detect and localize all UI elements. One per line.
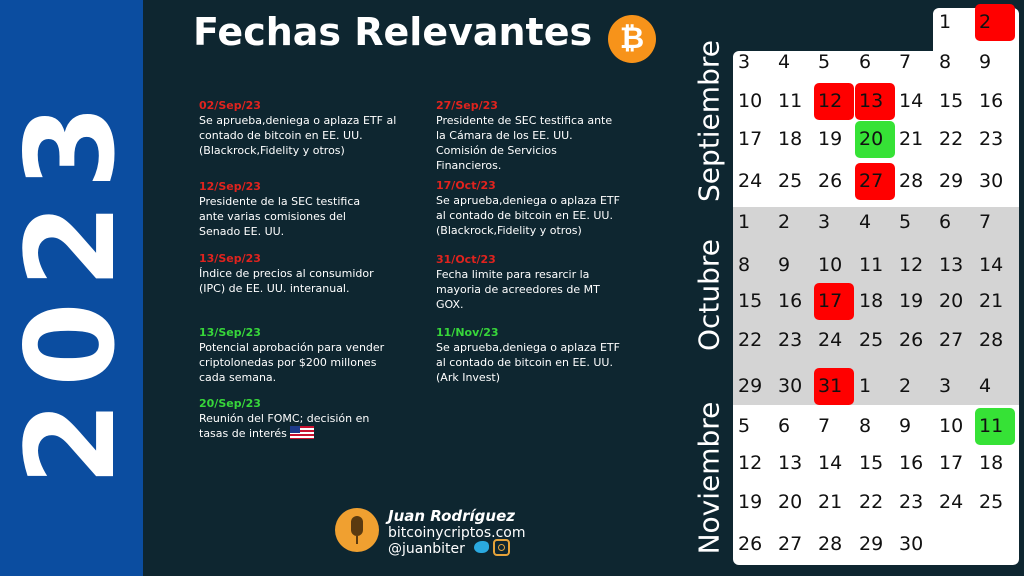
event-date: 12/Sep/23	[199, 180, 261, 193]
calendar-day: 19	[899, 290, 924, 312]
calendar-day: 3	[738, 51, 751, 73]
calendar-day: 12	[899, 254, 924, 276]
calendar-day: 21	[818, 491, 843, 513]
calendar-day: 26	[818, 170, 843, 192]
calendar-day: 2	[899, 375, 912, 397]
calendar-day: 9	[778, 254, 791, 276]
calendar-day: 13	[778, 452, 803, 474]
event-item	[199, 179, 399, 239]
event-date: 17/Oct/23	[436, 179, 496, 192]
event-description: Se aprueba,deniega o aplaza ETF al contado de bitcoin en EE. UU. (Blackrock,Fidelity y otros)	[436, 194, 620, 237]
event-item	[436, 252, 636, 312]
calendar-day: 6	[778, 415, 791, 437]
calendar-day: 13	[859, 90, 884, 112]
calendar-day: 13	[939, 254, 964, 276]
event-item	[199, 396, 399, 441]
calendar-day: 16	[899, 452, 924, 474]
calendar-day: 12	[818, 90, 843, 112]
calendar-day: 27	[939, 329, 964, 351]
calendar-day: 25	[979, 491, 1004, 513]
event-item	[436, 325, 636, 385]
calendar-day: 3	[818, 211, 831, 233]
calendar-day: 14	[979, 254, 1004, 276]
calendar-day: 26	[738, 533, 763, 555]
page-title: Fechas Relevantes	[193, 10, 593, 54]
calendar-day: 15	[859, 452, 884, 474]
event-date: 13/Sep/23	[199, 326, 261, 339]
calendar-day: 25	[778, 170, 803, 192]
calendar-day: 2	[979, 11, 992, 33]
calendar-day: 30	[899, 533, 924, 555]
calendar-day: 9	[899, 415, 912, 437]
calendar-day: 17	[818, 290, 843, 312]
calendar-day: 26	[899, 329, 924, 351]
calendar-day: 10	[939, 415, 964, 437]
calendar-day: 1	[859, 375, 872, 397]
event-date: 11/Nov/23	[436, 326, 499, 339]
calendar-day: 11	[859, 254, 884, 276]
calendar-day: 8	[939, 51, 952, 73]
event-date: 02/Sep/23	[199, 99, 261, 112]
calendar-day: 6	[859, 51, 872, 73]
calendar-day: 17	[939, 452, 964, 474]
calendar-day: 15	[738, 290, 763, 312]
calendar-day: 30	[778, 375, 803, 397]
calendar-day: 30	[979, 170, 1004, 192]
event-date: 13/Sep/23	[199, 252, 261, 265]
event-description: Índice de precios al consumidor (IPC) de EE. UU. interanual.	[199, 267, 374, 295]
instagram-icon[interactable]	[493, 539, 510, 556]
calendar-day: 25	[859, 329, 884, 351]
calendar-day: 18	[979, 452, 1004, 474]
calendar-day: 23	[899, 491, 924, 513]
event-item	[436, 178, 636, 238]
calendar-day: 28	[979, 329, 1004, 351]
event-description: Fecha limite para resarcir la mayoria de acreedores de MT GOX.	[436, 268, 600, 311]
calendar-day: 4	[979, 375, 992, 397]
calendar-day: 10	[818, 254, 843, 276]
event-description: Se aprueba,deniega o aplaza ETF al contado de bitcoin en EE. UU. (Ark Invest)	[436, 341, 620, 384]
calendar-day: 20	[778, 491, 803, 513]
year-label: 2023	[0, 90, 142, 486]
calendar-day: 28	[899, 170, 924, 192]
calendar-day: 14	[899, 90, 924, 112]
calendar-day: 2	[778, 211, 791, 233]
calendar-day: 18	[859, 290, 884, 312]
calendar-day: 21	[899, 128, 924, 150]
calendar-day: 5	[899, 211, 912, 233]
calendar-day: 23	[979, 128, 1004, 150]
podcast-logo-icon	[335, 508, 379, 552]
calendar-day: 17	[738, 128, 763, 150]
calendar-day: 9	[979, 51, 992, 73]
calendar-day: 1	[738, 211, 751, 233]
calendar-day: 7	[818, 415, 831, 437]
calendar-day: 20	[859, 128, 884, 150]
calendar-day: 19	[738, 491, 763, 513]
month-label-october: Octubre	[692, 238, 726, 352]
event-item	[436, 98, 636, 173]
month-label-november: Noviembre	[692, 401, 726, 555]
calendar-day: 10	[738, 90, 763, 112]
month-label-september: Septiembre	[692, 40, 726, 202]
calendar-day: 22	[738, 329, 763, 351]
calendar-day: 4	[859, 211, 872, 233]
calendar-day: 27	[859, 170, 884, 192]
event-description: Presidente de SEC testifica ante la Cámara de los EE. UU. Comisión de Servicios Financieros.	[436, 114, 613, 172]
calendar-day: 1	[939, 11, 952, 33]
calendar-day: 4	[778, 51, 791, 73]
bitcoin-logo-icon: ₿	[608, 15, 656, 63]
calendar-day: 8	[738, 254, 751, 276]
calendar-day: 27	[778, 533, 803, 555]
calendar-day: 11	[778, 90, 803, 112]
us-flag-icon	[290, 426, 314, 439]
calendar-day: 24	[818, 329, 843, 351]
calendar-day: 24	[939, 491, 964, 513]
calendar-day: 11	[979, 415, 1004, 437]
calendar-day: 24	[738, 170, 763, 192]
event-item	[199, 325, 399, 385]
calendar-day: 31	[818, 375, 843, 397]
calendar-day: 19	[818, 128, 843, 150]
calendar-day: 7	[979, 211, 992, 233]
twitter-icon[interactable]	[474, 541, 489, 553]
event-date: 31/Oct/23	[436, 253, 496, 266]
calendar-day: 29	[738, 375, 763, 397]
calendar-day: 7	[899, 51, 912, 73]
event-description: Potencial aprobación para vender criptolonedas por $200 millones cada semana.	[199, 341, 385, 384]
event-description: Presidente de la SEC testifica ante varias comisiones del Senado EE. UU.	[199, 195, 361, 238]
calendar-day: 18	[778, 128, 803, 150]
calendar-day: 28	[818, 533, 843, 555]
calendar-day: 22	[939, 128, 964, 150]
calendar-day: 23	[778, 329, 803, 351]
event-item	[199, 98, 399, 158]
website-link[interactable]: bitcoinycriptos.com	[388, 525, 526, 541]
author-name: Juan Rodríguez	[388, 507, 515, 525]
event-description: Se aprueba,deniega o aplaza ETF al contado de bitcoin en EE. UU. (Blackrock,Fidelity y otros)	[199, 114, 397, 157]
event-description: Reunión del FOMC; decisión en tasas de interés	[199, 412, 370, 440]
calendar-day: 29	[859, 533, 884, 555]
calendar-day: 12	[738, 452, 763, 474]
calendar-day: 16	[979, 90, 1004, 112]
calendar-day: 16	[778, 290, 803, 312]
calendar-day: 20	[939, 290, 964, 312]
calendar-day: 22	[859, 491, 884, 513]
calendar-day: 21	[979, 290, 1004, 312]
calendar-day: 5	[818, 51, 831, 73]
calendar-day: 5	[738, 415, 751, 437]
event-date: 20/Sep/23	[199, 397, 261, 410]
event-date: 27/Sep/23	[436, 99, 498, 112]
calendar-day: 6	[939, 211, 952, 233]
event-item	[199, 251, 399, 296]
calendar-day: 14	[818, 452, 843, 474]
calendar-day: 8	[859, 415, 872, 437]
calendar-day: 29	[939, 170, 964, 192]
social-handle[interactable]: @juanbiter	[388, 541, 465, 557]
calendar-day: 3	[939, 375, 952, 397]
calendar-day: 15	[939, 90, 964, 112]
